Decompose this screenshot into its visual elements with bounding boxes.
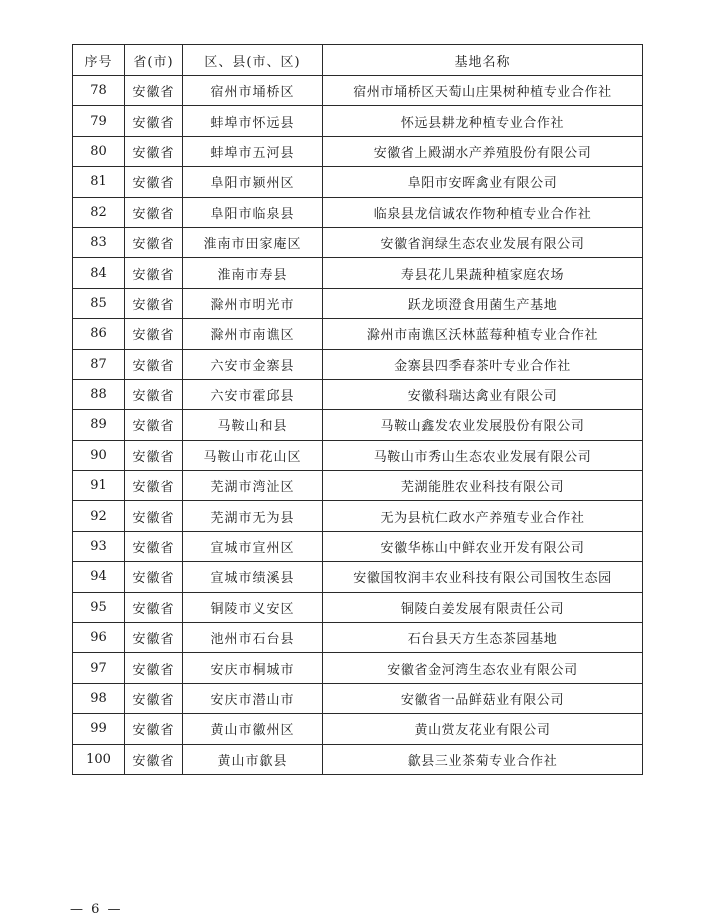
- serial-cell: 94: [73, 562, 125, 592]
- header-serial: 序号: [73, 45, 125, 76]
- table-row: [73, 227, 643, 257]
- serial-cell: 99: [73, 714, 125, 744]
- province-cell: 安徽省: [125, 288, 183, 318]
- base-name-cell: 铜陵白姜发展有限责任公司: [323, 592, 643, 622]
- base-name-cell: 宿州市埇桥区天萄山庄果树种植专业合作社: [323, 76, 643, 106]
- table-row: [73, 471, 643, 501]
- province-cell: 安徽省: [125, 471, 183, 501]
- district-cell: 蚌埠市五河县: [183, 136, 323, 166]
- district-cell: 马鞍山市花山区: [183, 440, 323, 470]
- province-cell: 安徽省: [125, 653, 183, 683]
- province-cell: 安徽省: [125, 440, 183, 470]
- district-cell: 六安市霍邱县: [183, 379, 323, 409]
- base-name-cell: 安徽省金河湾生态农业有限公司: [323, 653, 643, 683]
- base-name-cell: 临泉县龙信诚农作物种植专业合作社: [323, 197, 643, 227]
- table-row: [73, 258, 643, 288]
- table-row: [73, 531, 643, 561]
- base-name-cell: 安徽华栋山中鲜农业开发有限公司: [323, 531, 643, 561]
- serial-cell: 86: [73, 319, 125, 349]
- district-cell: 蚌埠市怀远县: [183, 106, 323, 136]
- serial-cell: 84: [73, 258, 125, 288]
- district-cell: 淮南市田家庵区: [183, 227, 323, 257]
- table-row: [73, 76, 643, 106]
- district-cell: 黄山市歙县: [183, 744, 323, 774]
- province-cell: 安徽省: [125, 714, 183, 744]
- district-cell: 芜湖市无为县: [183, 501, 323, 531]
- province-cell: 安徽省: [125, 683, 183, 713]
- base-name-cell: 马鞍山鑫发农业发展股份有限公司: [323, 410, 643, 440]
- serial-cell: 95: [73, 592, 125, 622]
- district-cell: 滁州市南谯区: [183, 319, 323, 349]
- province-cell: 安徽省: [125, 744, 183, 774]
- district-cell: 滁州市明光市: [183, 288, 323, 318]
- province-cell: 安徽省: [125, 349, 183, 379]
- serial-cell: 91: [73, 471, 125, 501]
- district-cell: 宣城市宣州区: [183, 531, 323, 561]
- table-body: [73, 76, 643, 775]
- table-row: [73, 744, 643, 774]
- district-cell: 铜陵市义安区: [183, 592, 323, 622]
- table-row: [73, 197, 643, 227]
- serial-cell: 96: [73, 623, 125, 653]
- province-cell: 安徽省: [125, 136, 183, 166]
- table-row: [73, 592, 643, 622]
- district-cell: 芜湖市湾沚区: [183, 471, 323, 501]
- serial-cell: 81: [73, 167, 125, 197]
- base-name-cell: 跃龙顷澄食用菌生产基地: [323, 288, 643, 318]
- base-name-cell: 金寨县四季春茶叶专业合作社: [323, 349, 643, 379]
- district-cell: 安庆市潜山市: [183, 683, 323, 713]
- district-cell: 黄山市徽州区: [183, 714, 323, 744]
- serial-cell: 83: [73, 227, 125, 257]
- province-cell: 安徽省: [125, 562, 183, 592]
- page-number: — 6 —: [70, 902, 123, 917]
- district-cell: 阜阳市颍州区: [183, 167, 323, 197]
- serial-cell: 88: [73, 379, 125, 409]
- province-cell: 安徽省: [125, 410, 183, 440]
- base-name-cell: 安徽省润绿生态农业发展有限公司: [323, 227, 643, 257]
- base-name-cell: 安徽省一品鲜菇业有限公司: [323, 683, 643, 713]
- serial-cell: 79: [73, 106, 125, 136]
- table-row: [73, 410, 643, 440]
- district-cell: 安庆市桐城市: [183, 653, 323, 683]
- district-cell: 淮南市寿县: [183, 258, 323, 288]
- province-cell: 安徽省: [125, 623, 183, 653]
- province-cell: 安徽省: [125, 258, 183, 288]
- table-row: [73, 319, 643, 349]
- serial-cell: 82: [73, 197, 125, 227]
- province-cell: 安徽省: [125, 592, 183, 622]
- base-name-cell: 滁州市南谯区沃林蓝莓种植专业合作社: [323, 319, 643, 349]
- table-row: [73, 653, 643, 683]
- header-province: 省(市): [125, 45, 183, 76]
- province-cell: 安徽省: [125, 76, 183, 106]
- province-cell: 安徽省: [125, 106, 183, 136]
- serial-cell: 78: [73, 76, 125, 106]
- base-list-table: [72, 44, 643, 775]
- base-name-cell: 寿县花儿果蔬种植家庭农场: [323, 258, 643, 288]
- table-row: [73, 136, 643, 166]
- serial-cell: 85: [73, 288, 125, 318]
- province-cell: 安徽省: [125, 379, 183, 409]
- province-cell: 安徽省: [125, 197, 183, 227]
- table-row: [73, 288, 643, 318]
- base-name-cell: 安徽省上殿湖水产养殖股份有限公司: [323, 136, 643, 166]
- table-row: [73, 167, 643, 197]
- district-cell: 六安市金寨县: [183, 349, 323, 379]
- base-name-cell: 阜阳市安晖禽业有限公司: [323, 167, 643, 197]
- base-name-cell: 安徽科瑞达禽业有限公司: [323, 379, 643, 409]
- serial-cell: 90: [73, 440, 125, 470]
- base-name-cell: 怀远县耕龙种植专业合作社: [323, 106, 643, 136]
- table-row: [73, 349, 643, 379]
- table-row: [73, 562, 643, 592]
- serial-cell: 87: [73, 349, 125, 379]
- table-row: [73, 714, 643, 744]
- serial-cell: 98: [73, 683, 125, 713]
- table-header-row: [73, 45, 643, 76]
- district-cell: 马鞍山和县: [183, 410, 323, 440]
- base-name-cell: 黄山赏友花业有限公司: [323, 714, 643, 744]
- district-cell: 宣城市绩溪县: [183, 562, 323, 592]
- province-cell: 安徽省: [125, 319, 183, 349]
- district-cell: 池州市石台县: [183, 623, 323, 653]
- table-row: [73, 623, 643, 653]
- serial-cell: 92: [73, 501, 125, 531]
- base-name-cell: 芜湖能胜农业科技有限公司: [323, 471, 643, 501]
- district-cell: 阜阳市临泉县: [183, 197, 323, 227]
- province-cell: 安徽省: [125, 501, 183, 531]
- table-row: [73, 440, 643, 470]
- serial-cell: 93: [73, 531, 125, 561]
- table-row: [73, 501, 643, 531]
- province-cell: 安徽省: [125, 227, 183, 257]
- base-name-cell: 无为县杭仁政水产养殖专业合作社: [323, 501, 643, 531]
- serial-cell: 97: [73, 653, 125, 683]
- table-row: [73, 379, 643, 409]
- serial-cell: 100: [73, 744, 125, 774]
- province-cell: 安徽省: [125, 531, 183, 561]
- base-name-cell: 马鞍山市秀山生态农业发展有限公司: [323, 440, 643, 470]
- header-district: 区、县(市、区): [183, 45, 323, 76]
- district-cell: 宿州市埇桥区: [183, 76, 323, 106]
- base-name-cell: 歙县三业茶菊专业合作社: [323, 744, 643, 774]
- serial-cell: 89: [73, 410, 125, 440]
- serial-cell: 80: [73, 136, 125, 166]
- province-cell: 安徽省: [125, 167, 183, 197]
- header-base-name: 基地名称: [323, 45, 643, 76]
- table-row: [73, 683, 643, 713]
- base-name-cell: 安徽国牧润丰农业科技有限公司国牧生态园: [323, 562, 643, 592]
- table-row: [73, 106, 643, 136]
- base-name-cell: 石台县天方生态茶园基地: [323, 623, 643, 653]
